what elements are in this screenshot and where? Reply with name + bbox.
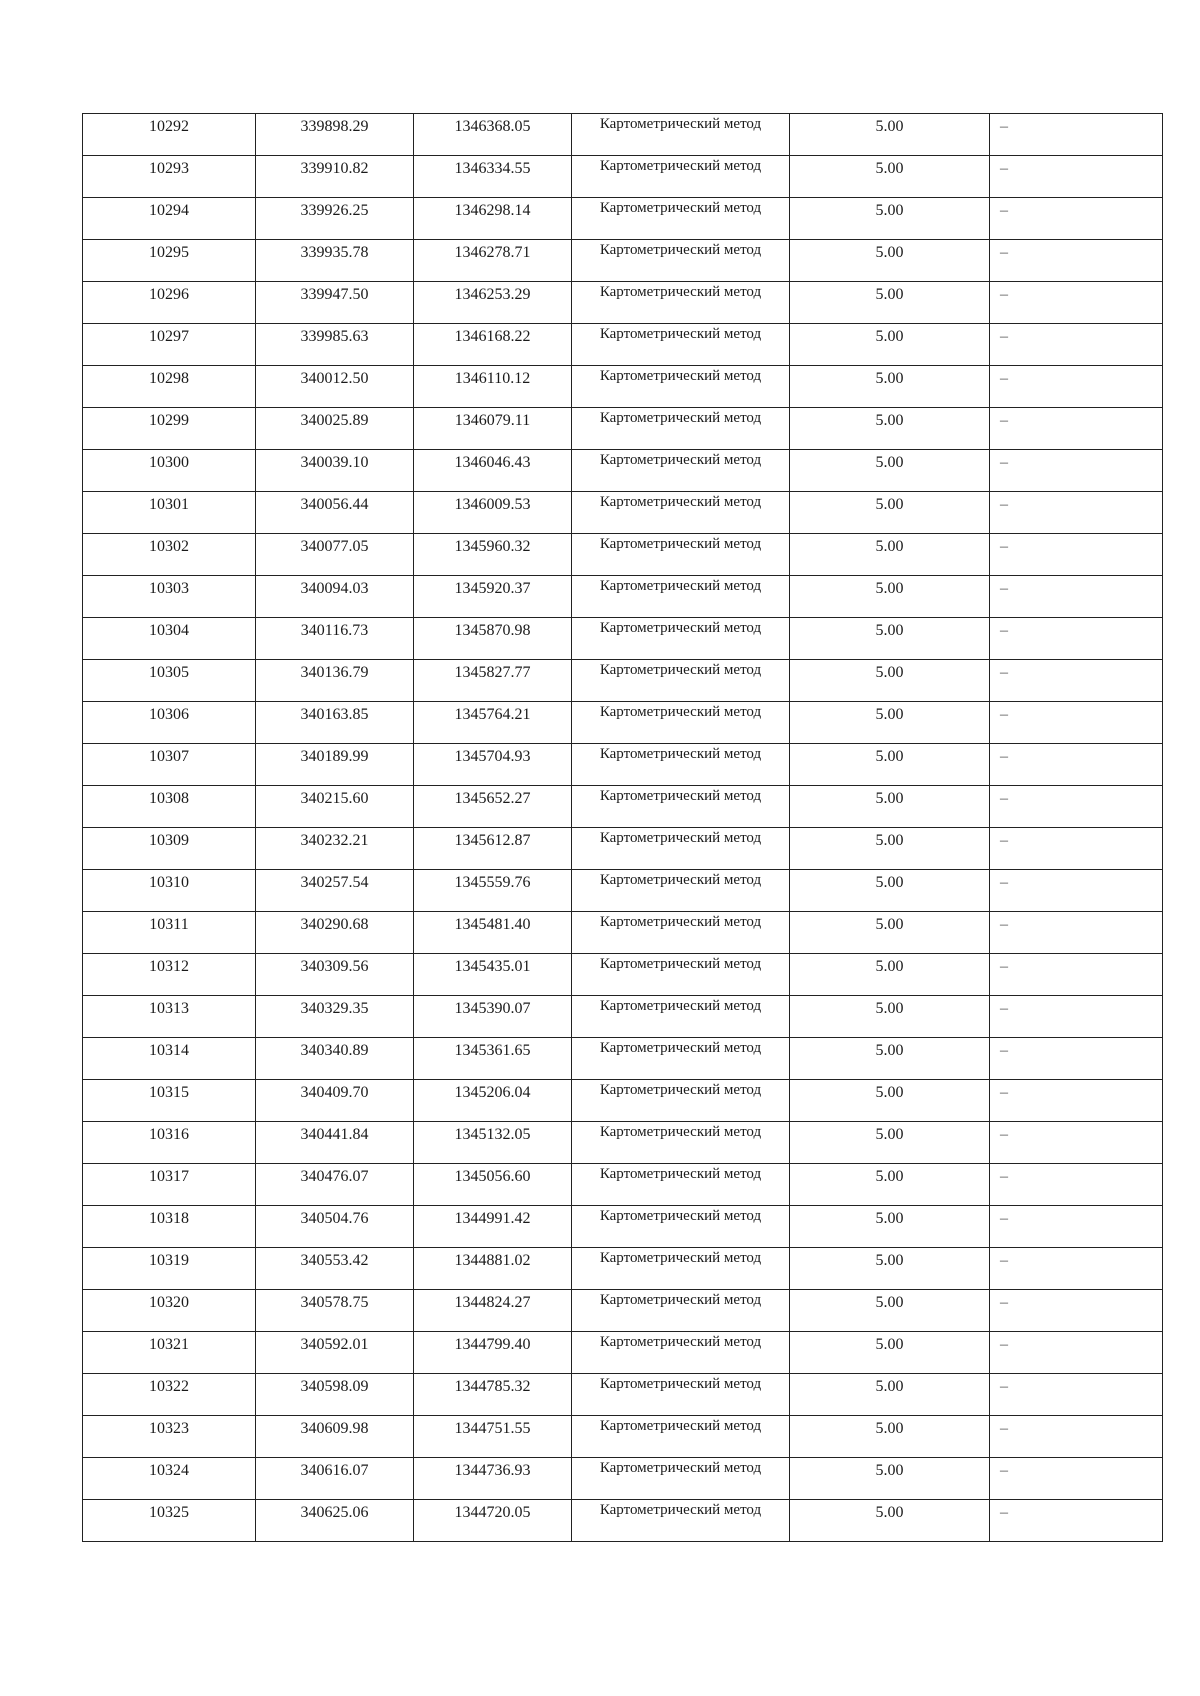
x-coordinate-cell: 340136.79 (256, 660, 414, 702)
y-coordinate-cell: 1346079.11 (414, 408, 572, 450)
point-number-cell: 10298 (83, 366, 256, 408)
accuracy-cell: 5.00 (790, 492, 990, 534)
method-cell: Картометрический метод (572, 198, 790, 240)
accuracy-cell: 5.00 (790, 1122, 990, 1164)
note-cell: – (990, 366, 1163, 408)
y-coordinate-cell: 1346298.14 (414, 198, 572, 240)
x-coordinate-cell: 340232.21 (256, 828, 414, 870)
accuracy-cell: 5.00 (790, 1458, 990, 1500)
y-coordinate-cell: 1345870.98 (414, 618, 572, 660)
point-number-cell: 10311 (83, 912, 256, 954)
x-coordinate-cell: 340553.42 (256, 1248, 414, 1290)
note-cell: – (990, 1122, 1163, 1164)
point-number-cell: 10315 (83, 1080, 256, 1122)
method-cell: Картометрический метод (572, 492, 790, 534)
x-coordinate-cell: 340578.75 (256, 1290, 414, 1332)
point-number-cell: 10299 (83, 408, 256, 450)
accuracy-cell: 5.00 (790, 744, 990, 786)
method-cell: Картометрический метод (572, 828, 790, 870)
table-row (83, 1248, 1163, 1290)
y-coordinate-cell: 1346334.55 (414, 156, 572, 198)
method-cell: Картометрический метод (572, 1458, 790, 1500)
point-number-cell: 10297 (83, 324, 256, 366)
table-row (83, 954, 1163, 996)
x-coordinate-cell: 340476.07 (256, 1164, 414, 1206)
table-row (83, 1122, 1163, 1164)
note-cell: – (990, 324, 1163, 366)
point-number-cell: 10305 (83, 660, 256, 702)
y-coordinate-cell: 1344991.42 (414, 1206, 572, 1248)
note-cell: – (990, 282, 1163, 324)
table-body (83, 114, 1163, 1542)
point-number-cell: 10308 (83, 786, 256, 828)
table-row (83, 744, 1163, 786)
table-row (83, 324, 1163, 366)
table-row (83, 156, 1163, 198)
point-number-cell: 10294 (83, 198, 256, 240)
point-number-cell: 10301 (83, 492, 256, 534)
y-coordinate-cell: 1345481.40 (414, 912, 572, 954)
y-coordinate-cell: 1345612.87 (414, 828, 572, 870)
accuracy-cell: 5.00 (790, 870, 990, 912)
accuracy-cell: 5.00 (790, 1500, 990, 1542)
x-coordinate-cell: 340598.09 (256, 1374, 414, 1416)
method-cell: Картометрический метод (572, 156, 790, 198)
method-cell: Картометрический метод (572, 1038, 790, 1080)
accuracy-cell: 5.00 (790, 282, 990, 324)
point-number-cell: 10295 (83, 240, 256, 282)
y-coordinate-cell: 1346278.71 (414, 240, 572, 282)
table-row (83, 534, 1163, 576)
y-coordinate-cell: 1345435.01 (414, 954, 572, 996)
accuracy-cell: 5.00 (790, 996, 990, 1038)
x-coordinate-cell: 340215.60 (256, 786, 414, 828)
x-coordinate-cell: 340056.44 (256, 492, 414, 534)
y-coordinate-cell: 1345056.60 (414, 1164, 572, 1206)
table-row (83, 702, 1163, 744)
y-coordinate-cell: 1345827.77 (414, 660, 572, 702)
table-row (83, 1206, 1163, 1248)
note-cell: – (990, 996, 1163, 1038)
method-cell: Картометрический метод (572, 240, 790, 282)
x-coordinate-cell: 340592.01 (256, 1332, 414, 1374)
table-row (83, 114, 1163, 156)
method-cell: Картометрический метод (572, 576, 790, 618)
y-coordinate-cell: 1344799.40 (414, 1332, 572, 1374)
accuracy-cell: 5.00 (790, 240, 990, 282)
accuracy-cell: 5.00 (790, 828, 990, 870)
method-cell: Картометрический метод (572, 1122, 790, 1164)
point-number-cell: 10302 (83, 534, 256, 576)
y-coordinate-cell: 1344824.27 (414, 1290, 572, 1332)
accuracy-cell: 5.00 (790, 954, 990, 996)
x-coordinate-cell: 339910.82 (256, 156, 414, 198)
accuracy-cell: 5.00 (790, 408, 990, 450)
accuracy-cell: 5.00 (790, 1248, 990, 1290)
accuracy-cell: 5.00 (790, 1332, 990, 1374)
point-number-cell: 10293 (83, 156, 256, 198)
accuracy-cell: 5.00 (790, 198, 990, 240)
note-cell: – (990, 576, 1163, 618)
note-cell: – (990, 408, 1163, 450)
point-number-cell: 10320 (83, 1290, 256, 1332)
table-row (83, 870, 1163, 912)
x-coordinate-cell: 340504.76 (256, 1206, 414, 1248)
x-coordinate-cell: 339935.78 (256, 240, 414, 282)
note-cell: – (990, 1038, 1163, 1080)
note-cell: – (990, 1416, 1163, 1458)
accuracy-cell: 5.00 (790, 702, 990, 744)
note-cell: – (990, 534, 1163, 576)
x-coordinate-cell: 339898.29 (256, 114, 414, 156)
table-row (83, 996, 1163, 1038)
note-cell: – (990, 1290, 1163, 1332)
method-cell: Картометрический метод (572, 1416, 790, 1458)
method-cell: Картометрический метод (572, 1248, 790, 1290)
point-number-cell: 10309 (83, 828, 256, 870)
x-coordinate-cell: 340309.56 (256, 954, 414, 996)
point-number-cell: 10319 (83, 1248, 256, 1290)
note-cell: – (990, 1374, 1163, 1416)
table-row (83, 450, 1163, 492)
note-cell: – (990, 954, 1163, 996)
accuracy-cell: 5.00 (790, 534, 990, 576)
y-coordinate-cell: 1345361.65 (414, 1038, 572, 1080)
y-coordinate-cell: 1344881.02 (414, 1248, 572, 1290)
point-number-cell: 10316 (83, 1122, 256, 1164)
x-coordinate-cell: 340012.50 (256, 366, 414, 408)
table-row (83, 912, 1163, 954)
point-number-cell: 10296 (83, 282, 256, 324)
x-coordinate-cell: 340290.68 (256, 912, 414, 954)
method-cell: Картометрический метод (572, 1332, 790, 1374)
method-cell: Картометрический метод (572, 1080, 790, 1122)
point-number-cell: 10323 (83, 1416, 256, 1458)
y-coordinate-cell: 1345920.37 (414, 576, 572, 618)
table-row (83, 786, 1163, 828)
accuracy-cell: 5.00 (790, 1038, 990, 1080)
accuracy-cell: 5.00 (790, 324, 990, 366)
point-number-cell: 10307 (83, 744, 256, 786)
x-coordinate-cell: 340340.89 (256, 1038, 414, 1080)
note-cell: – (990, 744, 1163, 786)
table-row (83, 1164, 1163, 1206)
y-coordinate-cell: 1345559.76 (414, 870, 572, 912)
table-row (83, 1500, 1163, 1542)
x-coordinate-cell: 340077.05 (256, 534, 414, 576)
point-number-cell: 10312 (83, 954, 256, 996)
note-cell: – (990, 156, 1163, 198)
note-cell: – (990, 912, 1163, 954)
x-coordinate-cell: 340039.10 (256, 450, 414, 492)
note-cell: – (990, 1332, 1163, 1374)
coordinates-table (82, 113, 1163, 1542)
y-coordinate-cell: 1346168.22 (414, 324, 572, 366)
method-cell: Картометрический метод (572, 870, 790, 912)
x-coordinate-cell: 340116.73 (256, 618, 414, 660)
y-coordinate-cell: 1345764.21 (414, 702, 572, 744)
y-coordinate-cell: 1345132.05 (414, 1122, 572, 1164)
point-number-cell: 10300 (83, 450, 256, 492)
x-coordinate-cell: 340441.84 (256, 1122, 414, 1164)
accuracy-cell: 5.00 (790, 1080, 990, 1122)
method-cell: Картометрический метод (572, 996, 790, 1038)
method-cell: Картометрический метод (572, 324, 790, 366)
accuracy-cell: 5.00 (790, 1416, 990, 1458)
table-row (83, 1038, 1163, 1080)
point-number-cell: 10303 (83, 576, 256, 618)
point-number-cell: 10325 (83, 1500, 256, 1542)
y-coordinate-cell: 1346046.43 (414, 450, 572, 492)
method-cell: Картометрический метод (572, 660, 790, 702)
table-row (83, 618, 1163, 660)
y-coordinate-cell: 1345704.93 (414, 744, 572, 786)
point-number-cell: 10310 (83, 870, 256, 912)
accuracy-cell: 5.00 (790, 912, 990, 954)
note-cell: – (990, 1248, 1163, 1290)
note-cell: – (990, 1500, 1163, 1542)
y-coordinate-cell: 1346110.12 (414, 366, 572, 408)
x-coordinate-cell: 340257.54 (256, 870, 414, 912)
point-number-cell: 10321 (83, 1332, 256, 1374)
point-number-cell: 10313 (83, 996, 256, 1038)
point-number-cell: 10324 (83, 1458, 256, 1500)
note-cell: – (990, 1080, 1163, 1122)
method-cell: Картометрический метод (572, 1206, 790, 1248)
accuracy-cell: 5.00 (790, 1164, 990, 1206)
note-cell: – (990, 198, 1163, 240)
table-row (83, 240, 1163, 282)
accuracy-cell: 5.00 (790, 1290, 990, 1332)
method-cell: Картометрический метод (572, 954, 790, 996)
method-cell: Картометрический метод (572, 1500, 790, 1542)
method-cell: Картометрический метод (572, 282, 790, 324)
method-cell: Картометрический метод (572, 912, 790, 954)
method-cell: Картометрический метод (572, 366, 790, 408)
method-cell: Картометрический метод (572, 786, 790, 828)
y-coordinate-cell: 1345206.04 (414, 1080, 572, 1122)
table-row (83, 660, 1163, 702)
note-cell: – (990, 114, 1163, 156)
accuracy-cell: 5.00 (790, 576, 990, 618)
y-coordinate-cell: 1345390.07 (414, 996, 572, 1038)
table-row (83, 576, 1163, 618)
accuracy-cell: 5.00 (790, 1374, 990, 1416)
accuracy-cell: 5.00 (790, 114, 990, 156)
point-number-cell: 10322 (83, 1374, 256, 1416)
table-row (83, 282, 1163, 324)
accuracy-cell: 5.00 (790, 786, 990, 828)
note-cell: – (990, 870, 1163, 912)
table-row (83, 1458, 1163, 1500)
x-coordinate-cell: 340094.03 (256, 576, 414, 618)
x-coordinate-cell: 340625.06 (256, 1500, 414, 1542)
method-cell: Картометрический метод (572, 450, 790, 492)
table-row (83, 1290, 1163, 1332)
method-cell: Картометрический метод (572, 1290, 790, 1332)
table-row (83, 1080, 1163, 1122)
table-row (83, 1374, 1163, 1416)
y-coordinate-cell: 1344785.32 (414, 1374, 572, 1416)
accuracy-cell: 5.00 (790, 156, 990, 198)
method-cell: Картометрический метод (572, 114, 790, 156)
point-number-cell: 10306 (83, 702, 256, 744)
y-coordinate-cell: 1344720.05 (414, 1500, 572, 1542)
accuracy-cell: 5.00 (790, 618, 990, 660)
x-coordinate-cell: 339985.63 (256, 324, 414, 366)
y-coordinate-cell: 1345652.27 (414, 786, 572, 828)
y-coordinate-cell: 1344751.55 (414, 1416, 572, 1458)
note-cell: – (990, 618, 1163, 660)
note-cell: – (990, 450, 1163, 492)
method-cell: Картометрический метод (572, 618, 790, 660)
table-row (83, 1332, 1163, 1374)
y-coordinate-cell: 1345960.32 (414, 534, 572, 576)
x-coordinate-cell: 340409.70 (256, 1080, 414, 1122)
table-row (83, 492, 1163, 534)
note-cell: – (990, 240, 1163, 282)
method-cell: Картометрический метод (572, 408, 790, 450)
x-coordinate-cell: 340189.99 (256, 744, 414, 786)
y-coordinate-cell: 1346009.53 (414, 492, 572, 534)
accuracy-cell: 5.00 (790, 450, 990, 492)
method-cell: Картометрический метод (572, 744, 790, 786)
accuracy-cell: 5.00 (790, 660, 990, 702)
point-number-cell: 10317 (83, 1164, 256, 1206)
point-number-cell: 10292 (83, 114, 256, 156)
note-cell: – (990, 1206, 1163, 1248)
note-cell: – (990, 828, 1163, 870)
x-coordinate-cell: 340609.98 (256, 1416, 414, 1458)
y-coordinate-cell: 1346368.05 (414, 114, 572, 156)
method-cell: Картометрический метод (572, 702, 790, 744)
note-cell: – (990, 1164, 1163, 1206)
x-coordinate-cell: 339926.25 (256, 198, 414, 240)
method-cell: Картометрический метод (572, 534, 790, 576)
table-row (83, 366, 1163, 408)
note-cell: – (990, 492, 1163, 534)
method-cell: Картометрический метод (572, 1374, 790, 1416)
x-coordinate-cell: 340616.07 (256, 1458, 414, 1500)
x-coordinate-cell: 340329.35 (256, 996, 414, 1038)
point-number-cell: 10318 (83, 1206, 256, 1248)
point-number-cell: 10304 (83, 618, 256, 660)
note-cell: – (990, 660, 1163, 702)
table-row (83, 408, 1163, 450)
accuracy-cell: 5.00 (790, 366, 990, 408)
note-cell: – (990, 702, 1163, 744)
table-row (83, 198, 1163, 240)
method-cell: Картометрический метод (572, 1164, 790, 1206)
note-cell: – (990, 1458, 1163, 1500)
x-coordinate-cell: 340025.89 (256, 408, 414, 450)
note-cell: – (990, 786, 1163, 828)
table-row (83, 1416, 1163, 1458)
x-coordinate-cell: 339947.50 (256, 282, 414, 324)
x-coordinate-cell: 340163.85 (256, 702, 414, 744)
table-row (83, 828, 1163, 870)
point-number-cell: 10314 (83, 1038, 256, 1080)
y-coordinate-cell: 1344736.93 (414, 1458, 572, 1500)
y-coordinate-cell: 1346253.29 (414, 282, 572, 324)
accuracy-cell: 5.00 (790, 1206, 990, 1248)
